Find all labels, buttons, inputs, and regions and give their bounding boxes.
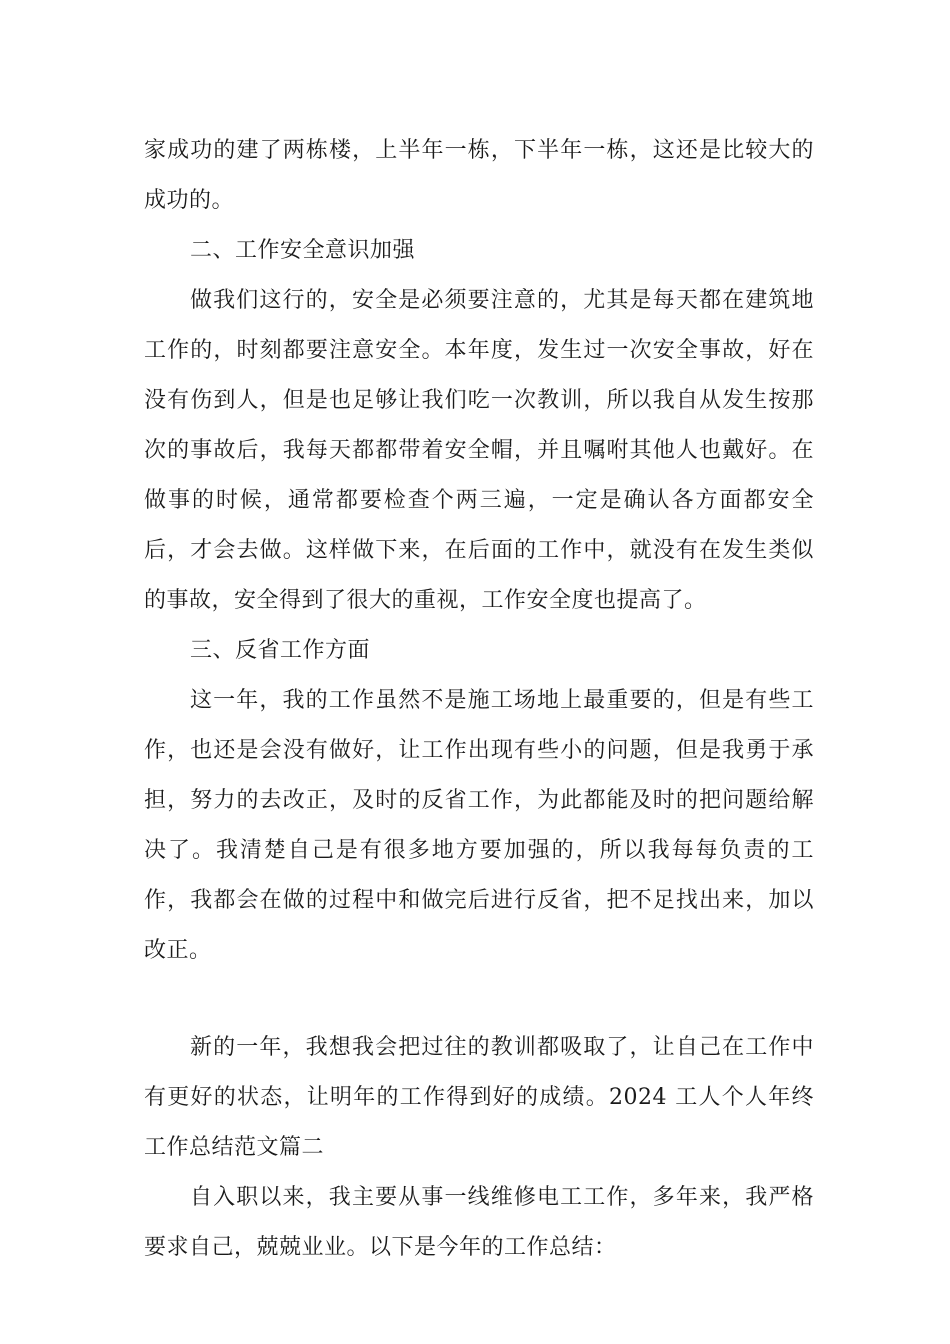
document-body [144,126,814,1273]
section-heading-safety: 二、工作安全意识加强 [190,238,416,263]
paragraph-safety: 做我们这行的，安全是必须要注意的，尤其是每天都在建筑地工作的，时刻都要注意安全。本年度，发生过一次安全事故，好在没有伤到人，但是也足够让我们吃一次教训，所以我自从发生按那次的事故后，我每天都都带着安全帽，并且嘱咐其他人也戴好。在做事的时候，通常都要检查个两三遍，一定是确认各方面都安全后，才会去做。这样做下来，在后面的工作中，就没有在发生类似的事故，安全得到了很大的重视，工作安全度也提高了。 [144,288,814,613]
section-heading-reflection: 三、反省工作方面 [190,638,371,663]
paragraph-new-year: 新的一年，我想我会把过往的教训都吸取了，让自己在工作中有更好的状态，让明年的工作得到好的成绩。2024 工人个人年终工作总结范文篇二 [144,1035,814,1160]
paragraph-continuation: 家成功的建了两栋楼，上半年一栋，下半年一栋，这还是比较大的成功的。 [144,138,814,213]
paragraph-article-two-intro: 自入职以来，我主要从事一线维修电工工作，多年来，我严格要求自己，兢兢业业。以下是今年的工作总结： [144,1185,814,1260]
paragraph-spacer [144,976,814,1023]
paragraph-reflection: 这一年，我的工作虽然不是施工场地上最重要的，但是有些工作，也还是会没有做好，让工作出现有些小的问题，但是我勇于承担，努力的去改正，及时的反省工作，为此都能及时的把问题给解决了。我清楚自己是有很多地方要加强的，所以我每每负责的工作，我都会在做的过程中和做完后进行反省，把不足找出来，加以改正。 [144,688,814,963]
